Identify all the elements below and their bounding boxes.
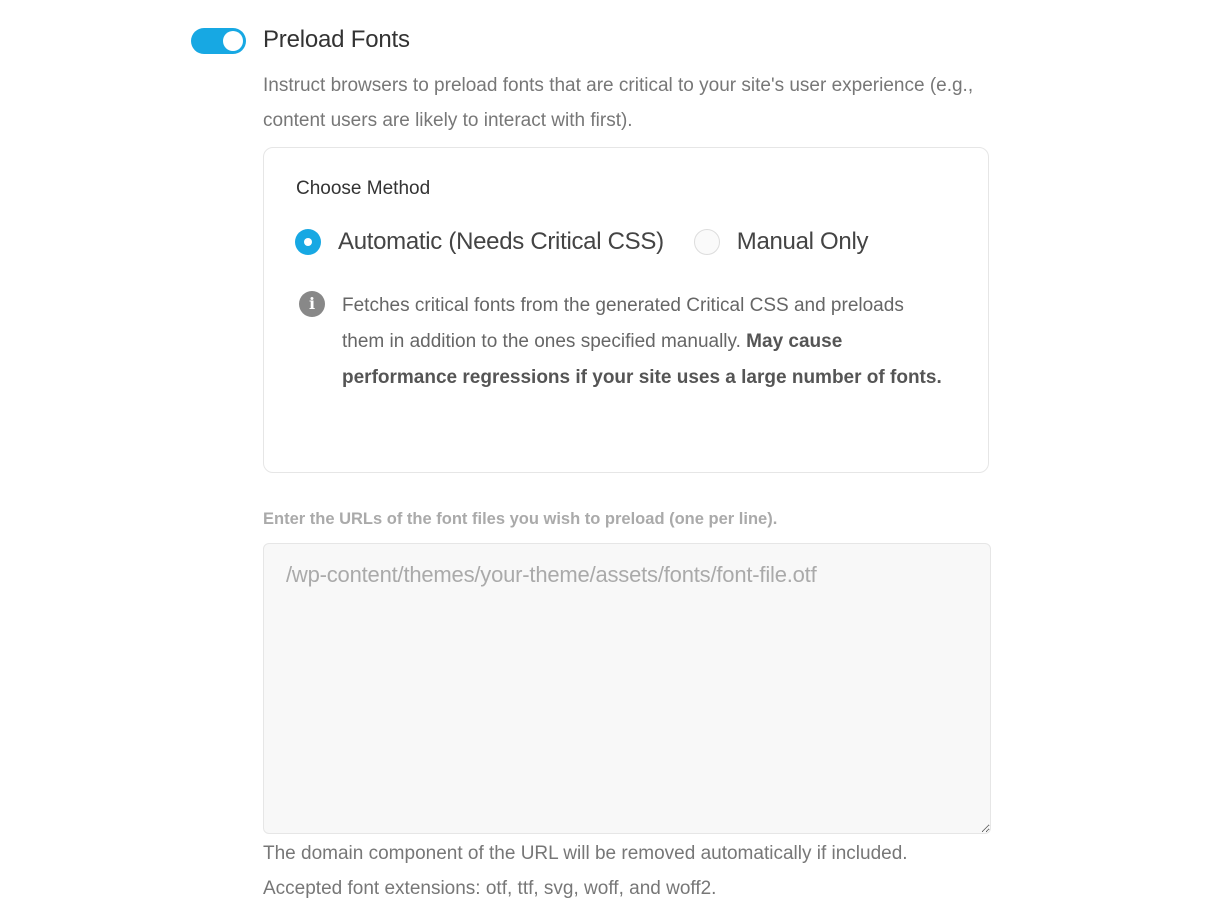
- info-icon: i: [299, 291, 325, 317]
- toggle-knob: [223, 31, 243, 51]
- radio-automatic[interactable]: [295, 228, 664, 256]
- radio-manual-only[interactable]: [694, 228, 868, 256]
- section-description: Instruct browsers to preload fonts that are critical to your site's user experience (e.g., content users are likely to interact with first).: [263, 75, 974, 131]
- font-urls-label: Enter the URLs of the font files you wish to preload (one per line).: [263, 510, 778, 528]
- info-text-regular: Fetches critical fonts from the generated Critical CSS and preloads them in addition to the ones specified manually.: [342, 295, 904, 352]
- method-info-text: [342, 288, 942, 396]
- font-urls-textarea[interactable]: [263, 543, 991, 834]
- radio-manual-only-label[interactable]: Manual Only: [736, 228, 869, 255]
- help-extensions-note: Accepted font extensions: otf, ttf, svg, woff, and woff2.: [263, 878, 717, 899]
- choose-method-box: [263, 147, 989, 473]
- choose-method-label: Choose Method: [296, 178, 431, 199]
- help-domain-note: The domain component of the URL will be removed automatically if included.: [263, 843, 908, 864]
- radio-automatic-label[interactable]: Automatic (Needs Critical CSS): [338, 228, 664, 255]
- method-radio-group: [295, 228, 868, 256]
- radio-unchecked-icon[interactable]: [694, 229, 720, 255]
- font-urls-help: [263, 836, 1023, 906]
- radio-checked-icon[interactable]: [295, 229, 321, 255]
- info-text-warning: May cause performance regressions if your site uses a large number of fonts.: [342, 331, 942, 388]
- section-title: Preload Fonts: [263, 26, 410, 53]
- preload-fonts-toggle[interactable]: [191, 28, 246, 54]
